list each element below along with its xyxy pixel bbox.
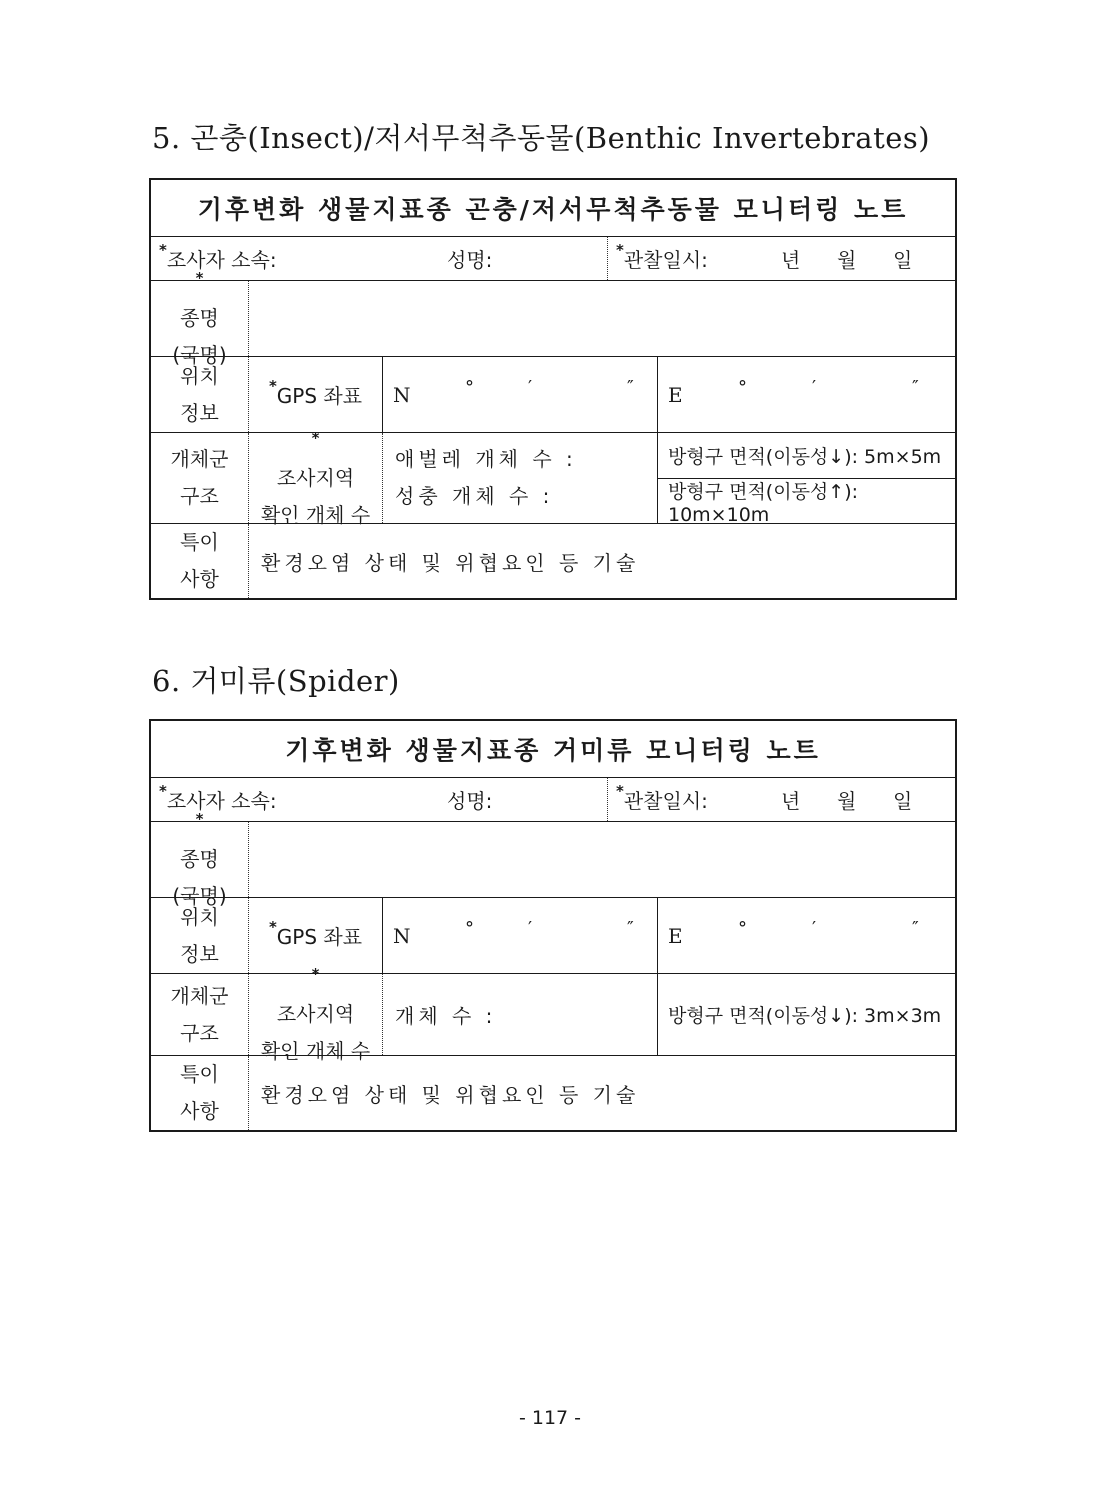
species-label-line1: 종명: [180, 306, 219, 330]
population-label: [151, 433, 249, 523]
minute-symbol: ′: [528, 918, 533, 939]
required-mark: *: [616, 241, 624, 259]
observation-date-field[interactable]: [608, 237, 955, 280]
location-label-line2: 정보: [180, 941, 219, 966]
quadrat-low-mobility: 방형구 면적(이동성↓): 3m×3m: [668, 1005, 942, 1027]
species-row: [151, 810, 955, 908]
surveyor-affiliation-field[interactable]: [151, 778, 608, 821]
second-symbol: ″: [627, 918, 634, 939]
location-row: [151, 897, 955, 973]
gps-label-text: GPS 좌표: [276, 384, 363, 408]
location-label: [151, 357, 249, 432]
required-mark: *: [616, 782, 624, 800]
individual-count-field[interactable]: [383, 974, 658, 1055]
latitude-field[interactable]: [383, 898, 658, 973]
minute-symbol: ′: [528, 377, 533, 398]
remarks-row: [151, 523, 955, 598]
remarks-input[interactable]: [249, 1056, 955, 1130]
section-heading-insect: 5. 곤충(Insect)/저서무척추동물(Benthic Invertebrates): [152, 121, 931, 155]
larva-adult-count-field[interactable]: [383, 433, 658, 523]
gps-label-text: GPS 좌표: [276, 925, 363, 949]
longitude-prefix: E: [668, 382, 683, 407]
remarks-hint: 환경오염 상태 및 위협요인 등 기술: [261, 550, 640, 575]
spider-monitoring-form: [149, 719, 957, 1132]
species-label: [151, 810, 249, 908]
month-label: 월: [837, 248, 857, 272]
remarks-input[interactable]: [249, 524, 955, 598]
second-symbol: ″: [912, 377, 919, 398]
population-label-line2: 구조: [180, 1020, 219, 1045]
degree-symbol: °: [465, 377, 474, 398]
degree-symbol: °: [465, 918, 474, 939]
latitude-prefix: N: [393, 382, 411, 407]
longitude-field[interactable]: [658, 898, 955, 973]
count-label-line2: 확인 개체 수: [260, 1039, 371, 1063]
page-number: - 117 -: [518, 1407, 582, 1429]
month-label: 월: [837, 789, 857, 813]
observation-date-field[interactable]: [608, 778, 955, 821]
count-label-line1: 조사지역: [276, 1002, 355, 1026]
longitude-prefix: E: [668, 923, 683, 948]
species-label-line1: 종명: [180, 847, 219, 871]
remarks-label-line1: 특이: [180, 1062, 219, 1086]
population-label-line1: 개체군: [170, 447, 229, 471]
second-symbol: ″: [912, 918, 919, 939]
quadrat-low-mobility: 방형구 면적(이동성↓): 5m×5m: [668, 446, 942, 468]
location-label-line1: 위치: [180, 363, 219, 388]
surveyor-row: [151, 777, 955, 821]
population-label: [151, 974, 249, 1055]
surveyor-affiliation-field[interactable]: [151, 237, 608, 280]
adult-count-label: 성충 개체 수 :: [395, 484, 554, 508]
form-title: 기후변화 생물지표종 곤충/저서무척추동물 모니터링 노트: [197, 195, 909, 224]
degree-symbol: °: [738, 377, 747, 398]
required-mark: *: [268, 918, 277, 936]
gps-label: [249, 357, 383, 432]
year-label: 년: [781, 248, 801, 272]
required-mark: *: [311, 965, 320, 983]
surveyor-row: [151, 236, 955, 280]
location-label-line2: 정보: [180, 400, 219, 425]
species-input[interactable]: [249, 281, 955, 356]
count-label-line1: 조사지역: [276, 465, 355, 490]
species-label-line2: (국명): [172, 343, 227, 367]
species-input[interactable]: [249, 822, 955, 897]
year-label: 년: [781, 789, 801, 813]
quadrat-area-cell: [658, 974, 955, 1055]
required-mark: *: [268, 377, 277, 395]
minute-symbol: ′: [812, 918, 817, 939]
population-row: [151, 428, 955, 527]
population-label-line2: 구조: [180, 484, 219, 508]
survey-count-label: [249, 428, 383, 527]
individual-count-label: 개체 수 :: [395, 1004, 497, 1028]
form-title: 기후변화 생물지표종 거미류 모니터링 노트: [285, 736, 821, 765]
count-label-line2: 확인 개체 수: [260, 502, 371, 527]
species-label: [151, 269, 249, 367]
species-row: [151, 269, 955, 367]
required-mark: *: [311, 428, 320, 447]
minute-symbol: ′: [812, 377, 817, 398]
date-label: 관찰일시:: [623, 248, 708, 272]
second-symbol: ″: [627, 377, 634, 398]
remarks-label: [151, 1056, 249, 1130]
surveyor-label: 조사자 소속:: [166, 789, 277, 813]
day-label: 일: [893, 248, 913, 272]
survey-count-label: [249, 965, 383, 1063]
quadrat-area-cell: [658, 433, 955, 526]
location-label-line1: 위치: [180, 904, 219, 929]
larva-count-label: 애벌레 개체 수 :: [395, 447, 577, 471]
required-mark: *: [159, 241, 167, 259]
insect-monitoring-form: [149, 178, 957, 600]
location-row: [151, 356, 955, 432]
remarks-label-line1: 특이: [180, 530, 219, 554]
degree-symbol: °: [738, 918, 747, 939]
remarks-label: [151, 524, 249, 598]
remarks-label-line2: 사항: [180, 567, 219, 591]
name-label: 성명:: [447, 248, 493, 272]
required-mark: *: [195, 269, 204, 287]
required-mark: *: [159, 782, 167, 800]
surveyor-label: 조사자 소속:: [166, 248, 277, 272]
date-label: 관찰일시:: [623, 789, 708, 813]
species-label-line2: (국명): [172, 884, 227, 908]
quadrat-high-mobility: 방형구 면적(이동성↑): 10m×10m: [668, 481, 859, 526]
population-label-line1: 개체군: [170, 983, 229, 1008]
required-mark: *: [195, 810, 204, 828]
remarks-hint: 환경오염 상태 및 위협요인 등 기술: [261, 1082, 640, 1107]
remarks-row: [151, 1055, 955, 1130]
longitude-field[interactable]: [658, 357, 955, 432]
latitude-field[interactable]: [383, 357, 658, 432]
population-row: [151, 965, 955, 1063]
latitude-prefix: N: [393, 923, 411, 948]
day-label: 일: [893, 789, 913, 813]
name-label: 성명:: [447, 789, 493, 813]
remarks-label-line2: 사항: [180, 1099, 219, 1123]
location-label: [151, 898, 249, 973]
section-heading-spider: 6. 거미류(Spider): [152, 664, 400, 698]
